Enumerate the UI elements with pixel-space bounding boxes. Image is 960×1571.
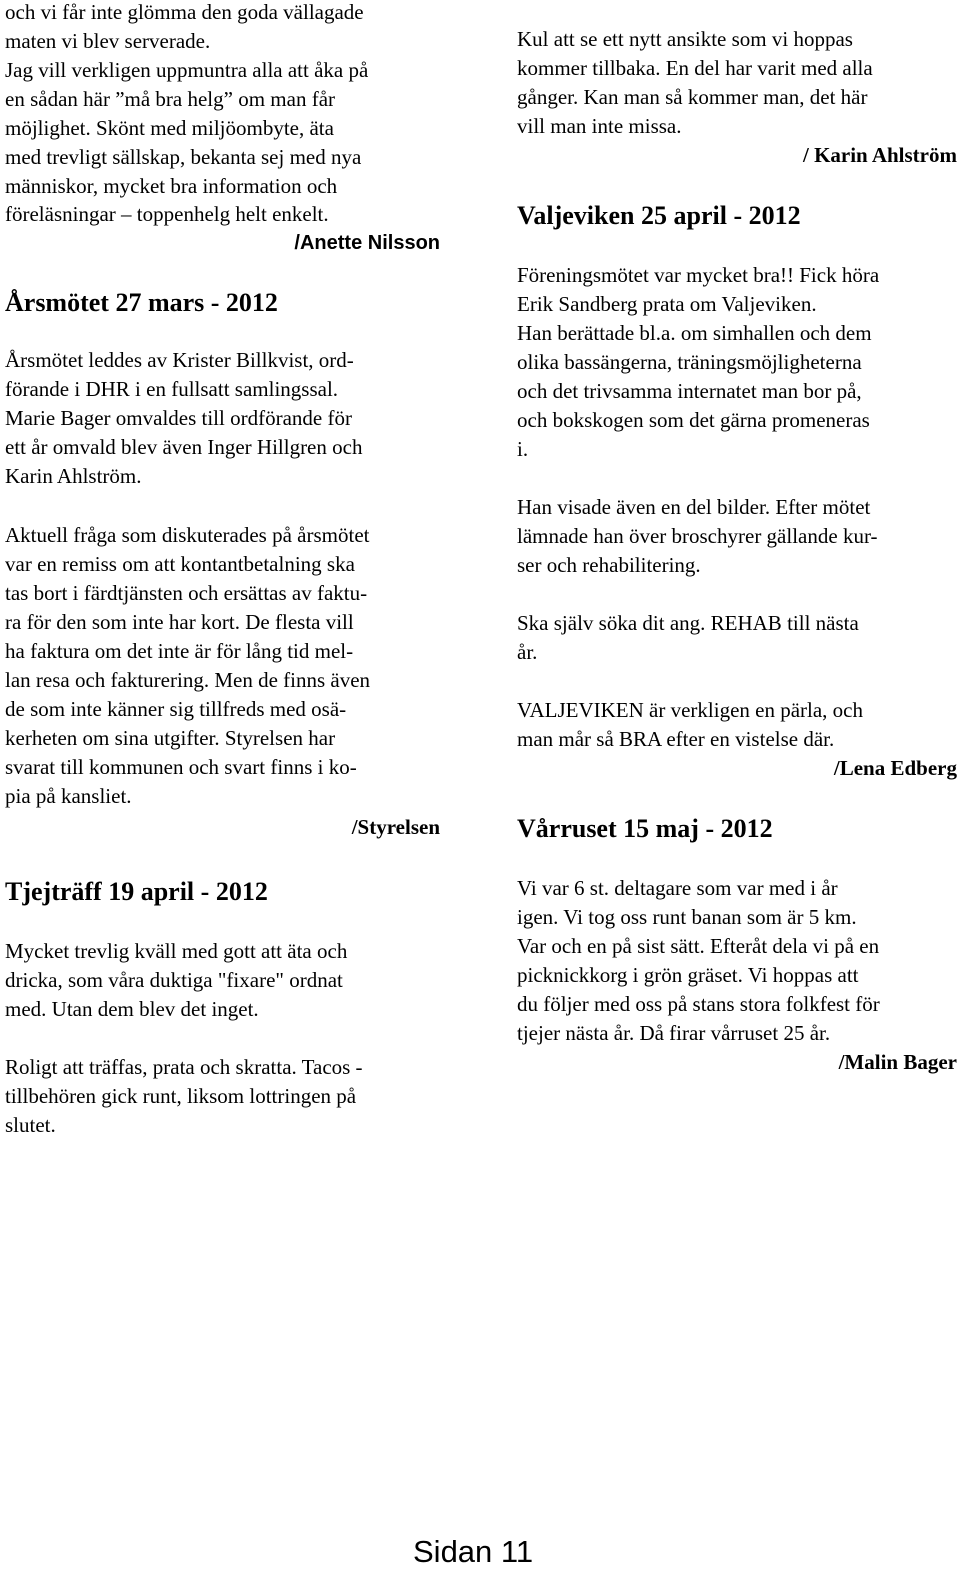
text-line: ett år omvald blev även Inger Hillgren och xyxy=(5,435,363,459)
article-heading: Vårruset 15 maj - 2012 xyxy=(517,814,773,843)
text-line: de som inte känner sig tillfreds med osä- xyxy=(5,697,347,721)
text-line: kerheten om sina utgifter. Styrelsen har xyxy=(5,726,336,750)
text-line: förande i DHR i en fullsatt samlingssal. xyxy=(5,377,339,401)
signature: /Anette Nilsson xyxy=(294,232,440,254)
text-line: med trevligt sällskap, bekanta sej med nya xyxy=(5,145,362,169)
text-line: tjejer nästa år. Då firar vårruset 25 år. xyxy=(517,1021,831,1045)
signature: /Malin Bager xyxy=(838,1050,957,1074)
text-line: Aktuell fråga som diskuterades på årsmötet xyxy=(5,523,370,547)
text-line: Årsmötet leddes av Krister Billkvist, ord- xyxy=(5,348,354,372)
text-line: ser och rehabilitering. xyxy=(517,553,701,577)
text-line: föreläsningar – toppenhelg helt enkelt. xyxy=(5,202,329,226)
text-line: Roligt att träffas, prata och skratta. Tacos - xyxy=(5,1055,363,1079)
text-line: du följer med oss på stans stora folkfest för xyxy=(517,992,880,1016)
signature: /Lena Edberg xyxy=(833,756,957,780)
text-line: lämnade han över broschyrer gällande kur- xyxy=(517,524,878,548)
text-line: dricka, som våra duktiga "fixare" ordnat xyxy=(5,968,343,992)
text-line: ha faktura om det inte är för lång tid mel- xyxy=(5,639,354,663)
text-line: i. xyxy=(517,437,529,461)
text-line: Han berättade bl.a. om simhallen och dem xyxy=(517,321,872,345)
text-line: och vi får inte glömma den goda vällagade xyxy=(5,0,364,24)
text-line: Mycket trevlig kväll med gott att äta och xyxy=(5,939,348,963)
text-line: Karin Ahlström. xyxy=(5,464,142,488)
text-line: gånger. Kan man så kommer man, det här xyxy=(517,85,868,109)
text-line: möjlighet. Skönt med miljöombyte, äta xyxy=(5,116,334,140)
text-line: och det trivsamma internatet man bor på, xyxy=(517,379,862,403)
text-line: kommer tillbaka. En del har varit med alla xyxy=(517,56,873,80)
page-number: Sidan 11 xyxy=(413,1534,534,1569)
text-line: olika bassängerna, träningsmöjligheterna xyxy=(517,350,862,374)
text-line: Marie Bager omvaldes till ordförande för xyxy=(5,406,352,430)
signature: /Styrelsen xyxy=(351,815,440,839)
text-line: vill man inte missa. xyxy=(517,114,682,138)
text-line: igen. Vi tog oss runt banan som är 5 km. xyxy=(517,905,857,929)
text-line: var en remiss om att kontantbetalning ska xyxy=(5,552,355,576)
text-line: maten vi blev serverade. xyxy=(5,29,211,53)
text-line: lan resa och fakturering. Men de finns även xyxy=(5,668,371,692)
signature: / Karin Ahlström xyxy=(802,143,957,167)
text-line: människor, mycket bra information och xyxy=(5,174,338,198)
text-line: svarat till kommunen och svart finns i ko- xyxy=(5,755,357,779)
text-line: Han visade även en del bilder. Efter mötet xyxy=(517,495,871,519)
text-line: Jag vill verkligen uppmuntra alla att åka på xyxy=(5,58,369,82)
text-line: Föreningsmötet var mycket bra!! Fick höra xyxy=(517,263,880,287)
text-line: man mår så BRA efter en vistelse där. xyxy=(517,727,835,751)
text-line: picknickkorg i grön gräset. Vi hoppas att xyxy=(517,963,859,987)
text-line: pia på kansliet. xyxy=(5,784,132,808)
text-line: tillbehören gick runt, liksom lottringen på xyxy=(5,1084,357,1108)
text-line: VALJEVIKEN är verkligen en pärla, och xyxy=(517,698,863,722)
text-line: slutet. xyxy=(5,1113,56,1137)
text-line: med. Utan dem blev det inget. xyxy=(5,997,259,1021)
text-line: och bokskogen som det gärna promeneras xyxy=(517,408,870,432)
text-line: en sådan här ”må bra helg” om man får xyxy=(5,87,336,111)
article-heading: Valjeviken 25 april - 2012 xyxy=(517,201,801,230)
text-line: Var och en på sist sätt. Efteråt dela vi på en xyxy=(517,934,880,958)
article-heading: Tjejträff 19 april - 2012 xyxy=(5,877,268,906)
text-line: ra för den som inte har kort. De flesta vill xyxy=(5,610,354,634)
text-line: Ska själv söka dit ang. REHAB till nästa xyxy=(517,611,859,635)
text-line: tas bort i färdtjänsten och ersättas av faktu- xyxy=(5,581,368,605)
text-line: Erik Sandberg prata om Valjeviken. xyxy=(517,292,817,316)
text-line: år. xyxy=(517,640,538,664)
article-heading: Årsmötet 27 mars - 2012 xyxy=(5,288,278,317)
text-line: Vi var 6 st. deltagare som var med i år xyxy=(517,876,838,900)
text-line: Kul att se ett nytt ansikte som vi hoppas xyxy=(517,27,853,51)
